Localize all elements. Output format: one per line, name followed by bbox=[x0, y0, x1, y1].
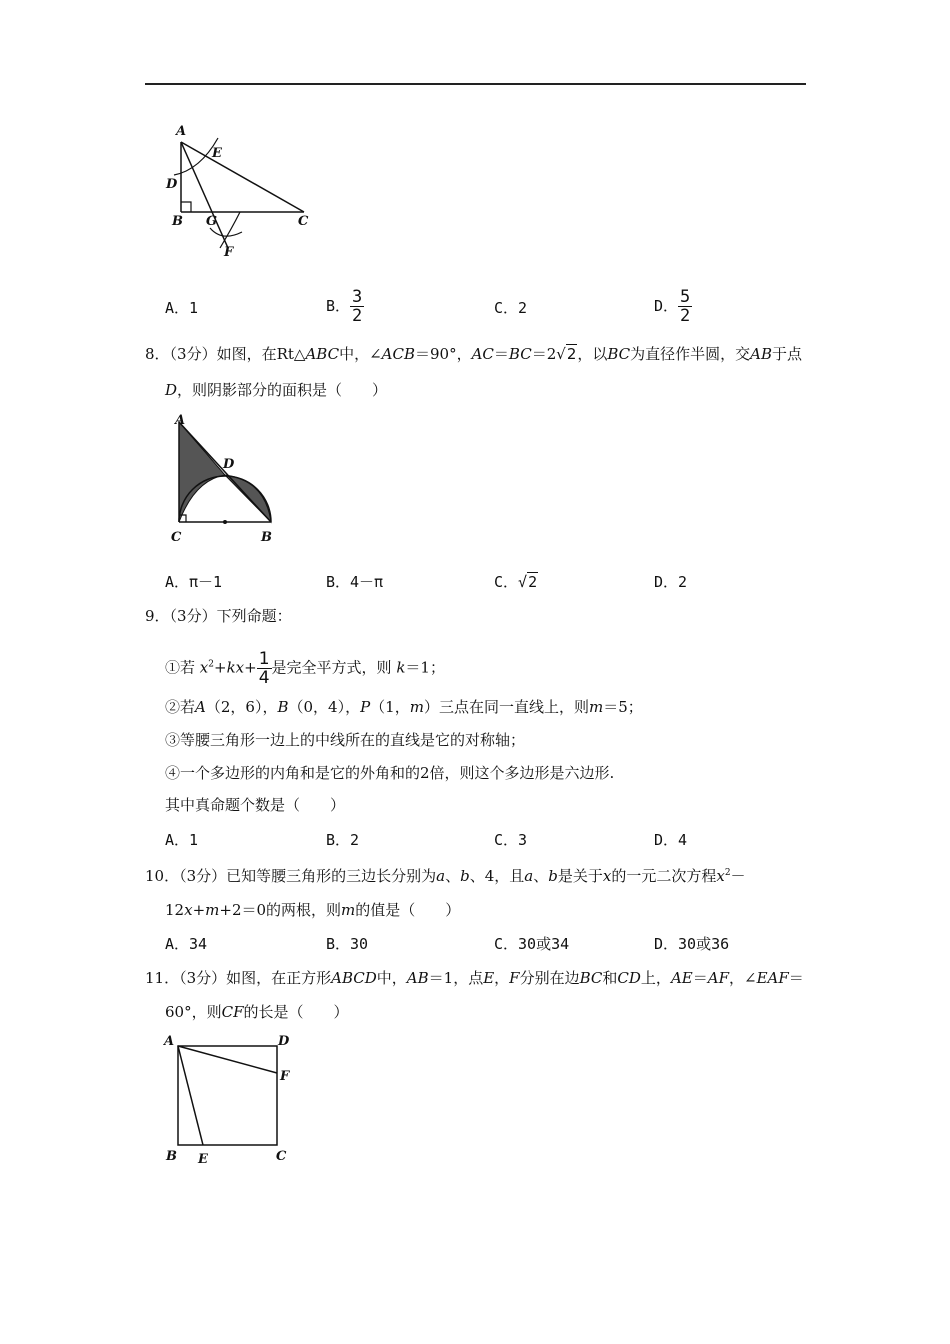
q7-option-c[interactable]: C．2 bbox=[494, 299, 528, 317]
q10-option-b[interactable]: B．30 bbox=[326, 935, 369, 953]
svg-text:G: G bbox=[206, 214, 218, 229]
q11-figure bbox=[160, 1028, 300, 1168]
q8-stem-line2: D，则阴影部分的面积是（ ） bbox=[165, 381, 388, 399]
q10-option-d[interactable]: D．30或36 bbox=[654, 935, 730, 953]
svg-text:E: E bbox=[212, 146, 222, 161]
svg-text:B: B bbox=[172, 214, 183, 229]
q10-option-a[interactable]: A．34 bbox=[165, 935, 208, 953]
svg-text:B: B bbox=[261, 530, 272, 545]
svg-text:C: C bbox=[298, 214, 309, 229]
q8-option-c[interactable]: C．√2 bbox=[494, 573, 538, 591]
svg-text:E: E bbox=[198, 1152, 208, 1167]
q9-proposition-2: ②若A（2，6），B（0，4），P（1，m）三点在同一直线上，则m＝5； bbox=[165, 698, 643, 716]
q7-option-d[interactable]: D． $\frac{5}{2}$ bbox=[654, 287, 691, 326]
svg-text:C: C bbox=[276, 1149, 287, 1164]
q9-option-b[interactable]: B．2 bbox=[326, 831, 360, 849]
q7-figure bbox=[160, 120, 330, 265]
q8-option-d[interactable]: D．2 bbox=[654, 573, 688, 591]
q10-option-c[interactable]: C．30或34 bbox=[494, 935, 570, 953]
q9-proposition-3: ③等腰三角形一边上的中线所在的直线是它的对称轴； bbox=[165, 731, 526, 749]
q9-option-d[interactable]: D．4 bbox=[654, 831, 688, 849]
svg-text:A: A bbox=[164, 1034, 175, 1049]
q9-option-a[interactable]: A．1 bbox=[165, 831, 199, 849]
q9-question: 其中真命题个数是（ ） bbox=[165, 796, 346, 814]
svg-text:B: B bbox=[166, 1149, 177, 1164]
svg-text:F: F bbox=[224, 245, 234, 260]
q9-proposition-4: ④一个多边形的内角和是它的外角和的2倍，则这个多边形是六边形. bbox=[165, 764, 615, 782]
q11-stem-line2: 60°，则CF的长是（ ） bbox=[165, 1003, 349, 1021]
svg-text:C: C bbox=[171, 530, 182, 545]
q10-stem-line2: 12x+m+2＝0的两根，则m的值是（ ） bbox=[165, 901, 461, 919]
svg-text:D: D bbox=[166, 177, 178, 192]
svg-text:A: A bbox=[176, 124, 187, 139]
q9-stem: 9．（3分）下列命题： bbox=[145, 607, 292, 625]
q7-option-a[interactable]: A．1 bbox=[165, 299, 199, 317]
q10-stem-line1: 10．（3分）已知等腰三角形的三边长分别为a、b、4，且a、b是关于x的一元二次方程$x^2-$ bbox=[145, 867, 746, 885]
q7-option-b[interactable]: B． $\frac{3}{2}$ bbox=[326, 287, 363, 326]
q8-option-a[interactable]: A．π－1 bbox=[165, 573, 223, 591]
svg-text:D: D bbox=[278, 1034, 290, 1049]
q8-option-b[interactable]: B．4－π bbox=[326, 573, 384, 591]
q8-stem-line1: 8．（3分）如图，在Rt△ABC中，∠ACB＝90°，AC＝BC＝2√2，以BC为直径作半圆，交AB于点 bbox=[145, 345, 803, 363]
q9-option-c[interactable]: C．3 bbox=[494, 831, 528, 849]
svg-text:F: F bbox=[280, 1069, 290, 1084]
q9-proposition-1: ①若 $x^2+kx+$ $\frac{1}{4}$ 是完全平方式，则 k＝1； bbox=[165, 649, 445, 688]
header-rule bbox=[145, 83, 806, 85]
svg-text:A: A bbox=[175, 413, 186, 428]
q11-stem-line1: 11．（3分）如图，在正方形ABCD中，AB＝1，点E，F分别在边BC和CD上，AE＝AF，∠EAF＝ bbox=[145, 969, 804, 987]
q8-figure bbox=[165, 410, 290, 550]
svg-text:D: D bbox=[223, 457, 235, 472]
